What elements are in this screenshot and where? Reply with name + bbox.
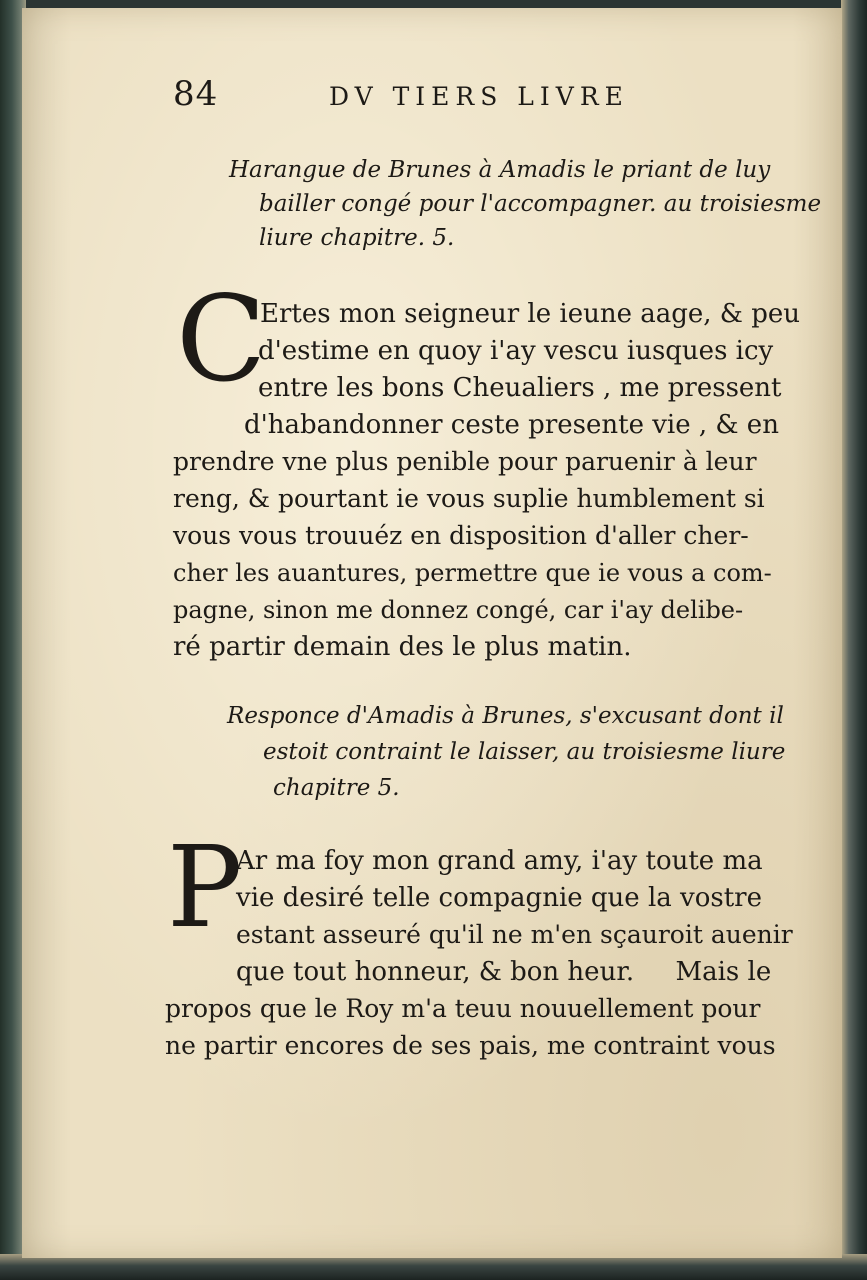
heading-line: chapitre 5. [273,775,400,801]
text-line: prendre vne plus penible pour paruenir à leur [173,447,757,476]
text-line: d'estime en quoy i'ay vescu iusques icy [258,336,774,366]
text-line: ne partir encores de ses pais, me contraint vous [165,1031,776,1060]
text-line: vie desiré telle compagnie que la vostre [236,883,762,913]
book-right-edge [841,0,867,1280]
running-head: DV TIERS LIVRE [329,82,629,111]
text-line: Ertes mon seigneur le ieune aage, & peu [260,299,800,329]
page-number: 84 [173,74,219,114]
text-line: ré partir demain des le plus matin. [173,632,632,662]
text-line: vous vous trouuéz en disposition d'aller cher- [173,521,749,550]
text-line: propos que le Roy m'a teuu nouuellement pour [165,994,761,1023]
text-line: Ar ma foy mon grand amy, i'ay toute ma [236,846,763,876]
text-line: reng, & pourtant ie vous suplie humblement si [173,484,765,513]
text-line: que tout honneur, & bon heur. Mais le [236,957,772,987]
text-line: d'habandonner ceste presente vie , & en [244,410,779,440]
dropcap: C [176,270,267,408]
heading-harangue [229,148,822,251]
text-line: estant asseuré qu'il ne m'en sçauroit auenir [236,920,793,949]
dropcap: P [167,823,243,953]
text-line: pagne, sinon me donnez congé, car i'ay delibe- [173,596,744,624]
heading-responce [227,700,787,800]
text-line: entre les bons Cheualiers , me pressent [258,373,782,403]
heading-line: Harangue de Brunes à Amadis le priant de luy [229,157,771,183]
text-line: cher les auantures, permettre que ie vous a com- [173,559,772,587]
heading-line: liure chapitre. 5. [259,225,455,251]
heading-line: bailler congé pour l'accompagner. au troisiesme [259,191,822,217]
heading-line: estoit contraint le laisser, au troisiesme liure [263,739,786,765]
heading-line: Responce d'Amadis à Brunes, s'excusant dont il [227,703,784,729]
